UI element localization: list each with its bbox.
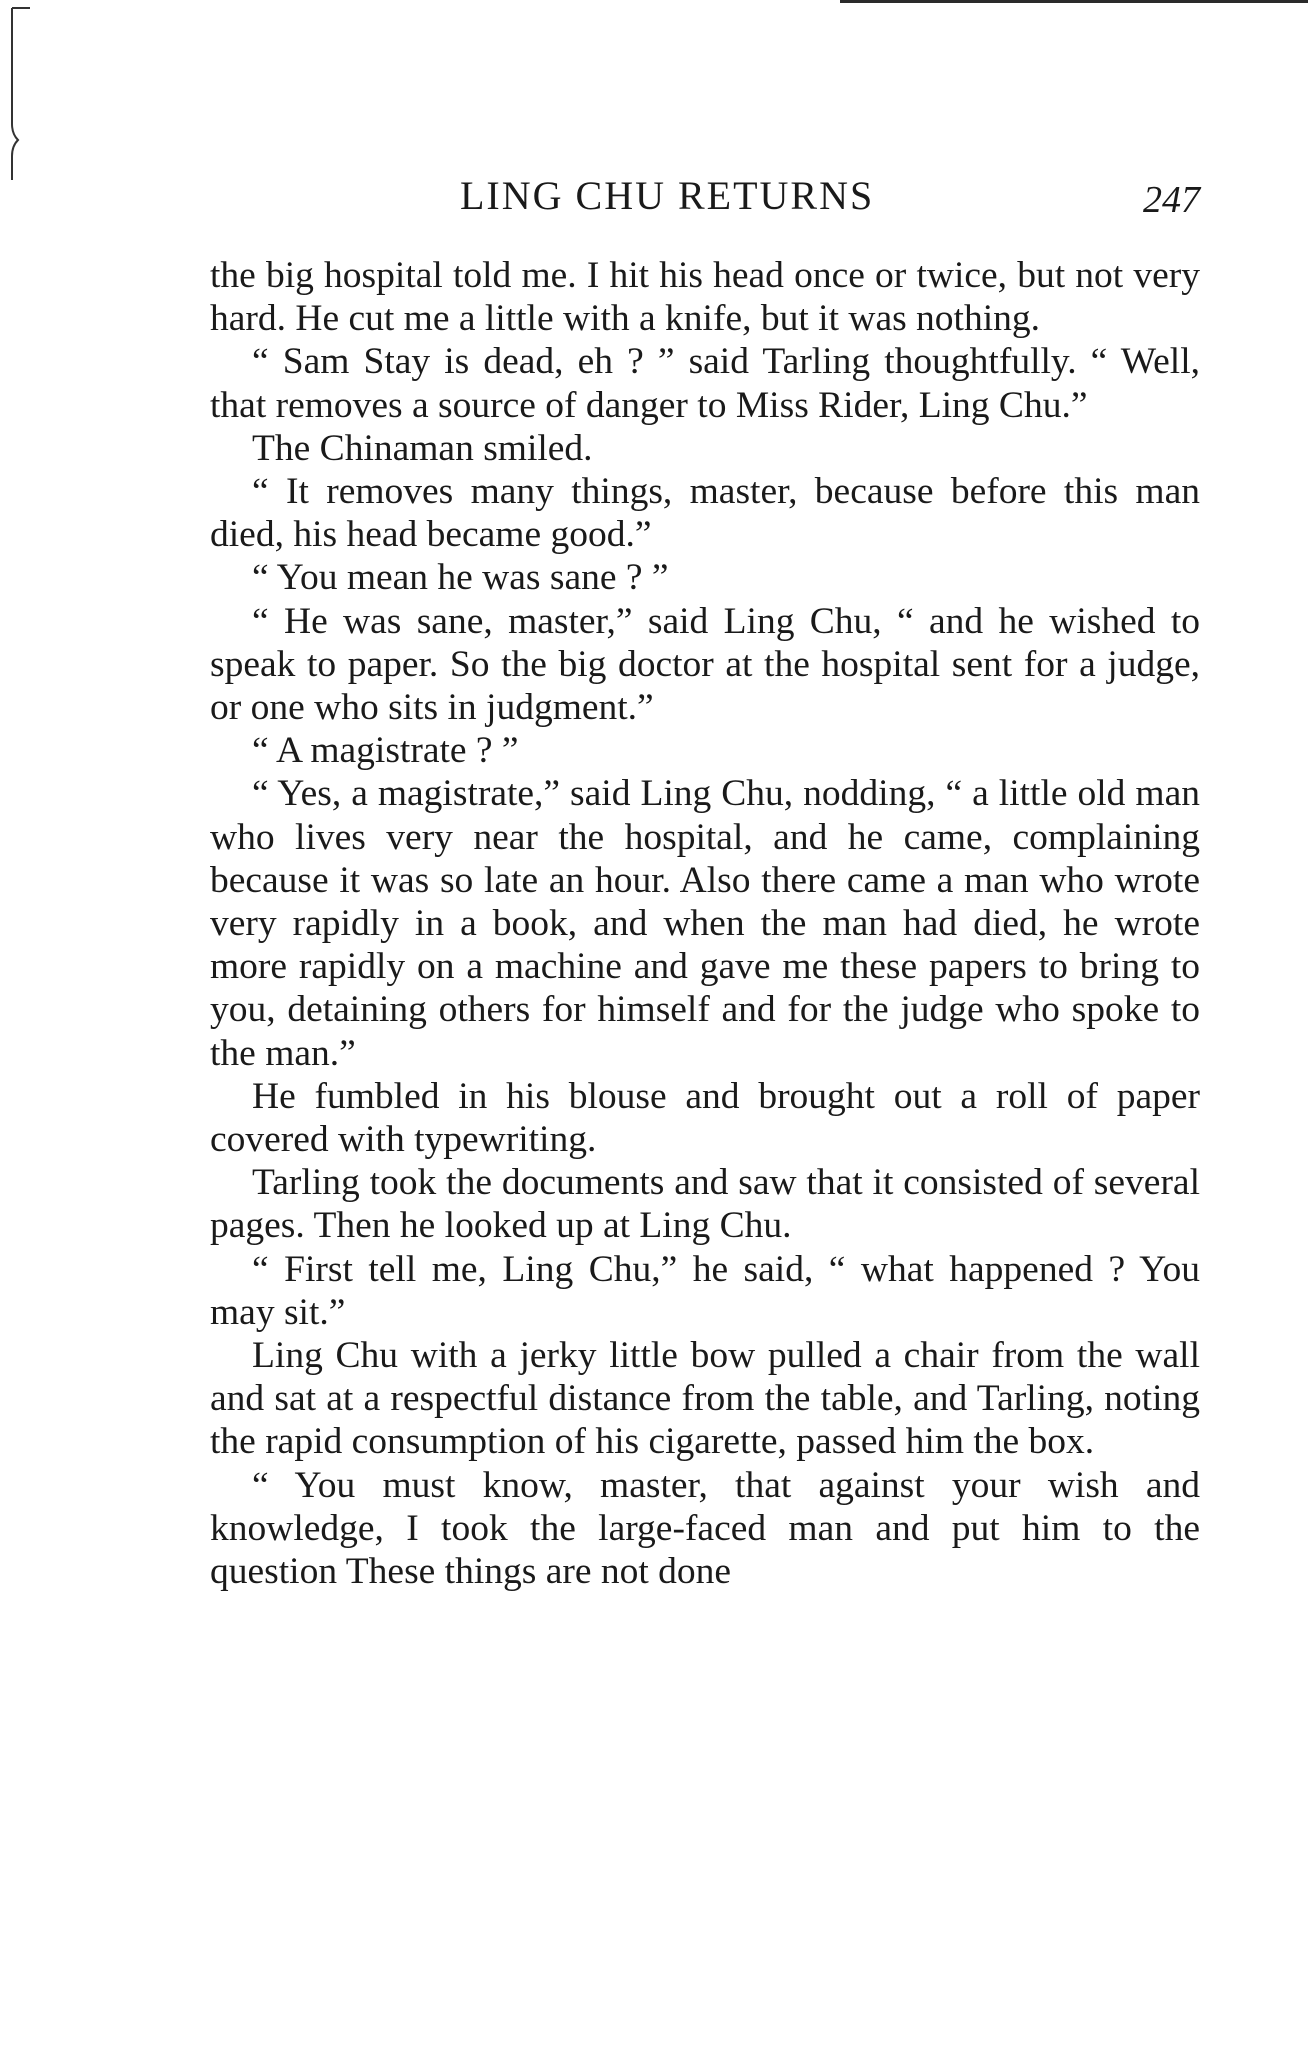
- page-number: 247: [1143, 179, 1200, 221]
- scan-edge-rule: [840, 0, 1308, 3]
- paragraph: He fumbled in his blouse and brought out a roll of paper covered with typewriting.: [210, 1075, 1200, 1161]
- scan-bracket-mark: [4, 4, 32, 184]
- paragraph: “ A magistrate ? ”: [252, 730, 519, 772]
- paragraph: the big hospital told me. I hit his head once or twice, but not very hard. He cut me a little with a knife, but it was nothing.: [210, 255, 1200, 340]
- body-text: [210, 254, 1200, 1593]
- paragraph: Ling Chu with a jerky little bow pulled a chair from the wall and sat at a respectful distance from the table, and Tarling, noting the rapid consumption of his cigarette, passed him the box.: [210, 1335, 1200, 1463]
- paragraph: The Chinaman smiled.: [252, 427, 593, 469]
- running-head: [210, 172, 1200, 220]
- paragraph: “ It removes many things, master, because before this man died, his head became good.”: [210, 471, 1200, 556]
- paragraph: “ You mean he was sane ? ”: [252, 557, 669, 599]
- paragraph: “ He was sane, master,” said Ling Chu, “ and he wished to speak to paper. So the big doctor at the hospital sent for a judge, or one who sits in judgment.”: [210, 600, 1200, 729]
- paragraph: “ You must know, master, that against your wish and knowledge, I took the large-faced man and put him to the question These things are not done: [210, 1464, 1200, 1593]
- running-title: LING CHU RETURNS: [460, 173, 875, 218]
- paragraph: Tarling took the documents and saw that it consisted of several pages. Then he looked up at Ling Chu.: [210, 1162, 1200, 1247]
- paragraph: “ First tell me, Ling Chu,” he said, “ what happened ? You may sit.”: [210, 1248, 1200, 1333]
- paragraph: “ Yes, a magistrate,” said Ling Chu, nodding, “ a little old man who lives very near the hospital, and he came, complaining because it was so late an hour. Also there came a man who wrote very rapidly in a book, and when the man had died, he wrote more rapidly on a machine and gave me these papers to bring to you, detaining others for himself and for the judge who spoke to the man.”: [210, 773, 1200, 1074]
- paragraph: “ Sam Stay is dead, eh ? ” said Tarling thoughtfully. “ Well, that removes a source of danger to Miss Rider, Ling Chu.”: [210, 341, 1200, 426]
